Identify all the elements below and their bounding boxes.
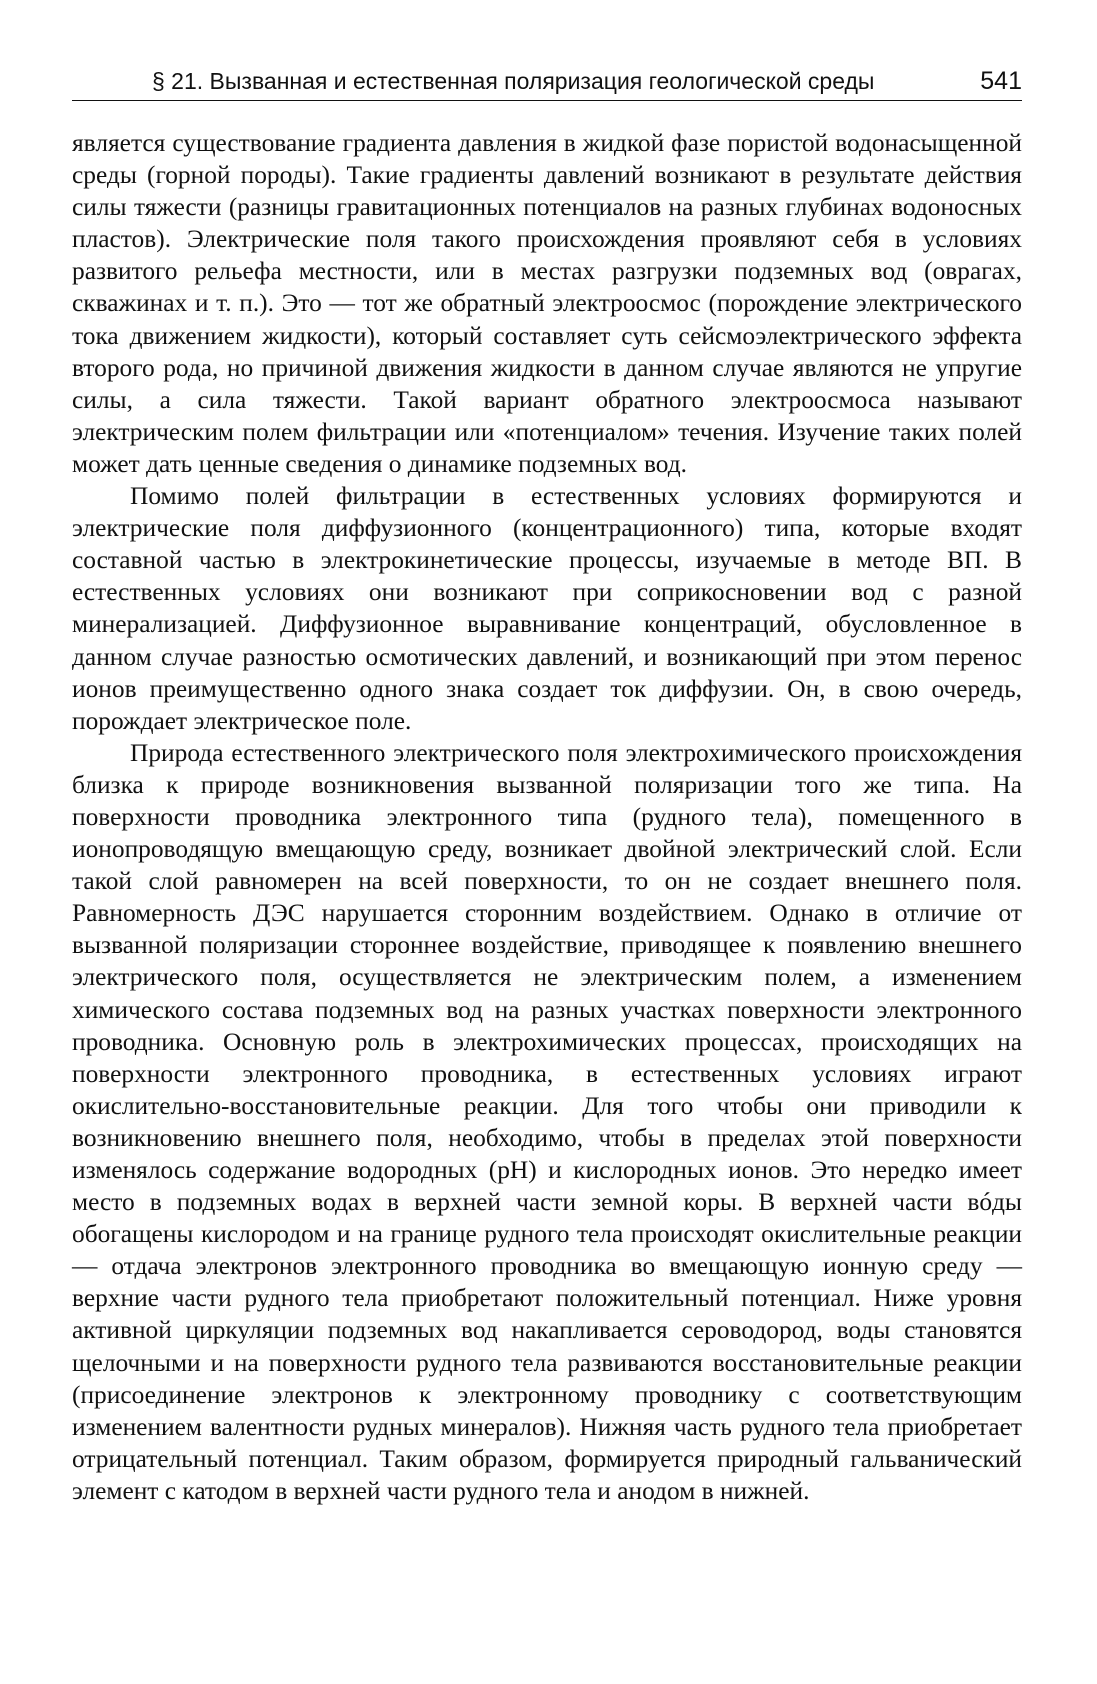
running-header	[72, 60, 1022, 101]
page-number: 541	[980, 67, 1022, 95]
book-page	[72, 60, 1022, 1507]
paragraph-continuation: является существование градиента давления в жидкой фазе пористой водонасыщенной среды (горной породы). Такие градиенты давлений возникают в результате действия силы тяжести (разницы гравитационных потенциалов на разных глубинах водоносных пластов). Электрические поля такого происхождения проявляют себя в условиях развитого рельефа местности, или в местах разгрузки подземных вод (оврагах, скважинах и т. п.). Это — тот же обратный электроосмос (порождение электрического тока движением жидкости), который составляет суть сейсмоэлектрического эффекта второго рода, но причиной движения жидкости в данном случае являются не упругие силы, а сила тяжести. Такой вариант обратного электроосмоса называют электрическим полем фильтрации или «потенциалом» течения. Изучение таких полей может дать ценные сведения о динамике подземных вод.	[72, 129, 1022, 478]
paragraph-diffusion-fields: Помимо полей фильтрации в естественных условиях формируются и электрические поля диффузионного (концентрационного) типа, которые входят составной частью в электрокинетические процессы, изучаемые в методе ВП. В естественных условиях они возникают при соприкосновении вод с разной минерализацией. Диффузионное выравнивание концентраций, обусловленное в данном случае разностью осмотических давлений, и возникающий при этом перенос ионов преимущественно одного знака создает ток диффузии. Он, в свою очередь, порождает электрическое поле.	[72, 482, 1022, 735]
paragraph-electrochemical-field: Природа естественного электрического поля электрохимического происхождения близка к природе возникновения вызванной поляризации того же типа. На поверхности проводника электронного типа (рудного тела), помещенного в ионопроводящую вмещающую среду, возникает двойной электрический слой. Если такой слой равномерен на всей поверхности, то он не создает внешнего поля. Равномерность ДЭС нарушается сторонним воздействием. Однако в отличие от вызванной поляризации стороннее воздействие, приводящее к появлению внешнего электрического поля, осуществляется не электрическим полем, а изменением химического состава подземных вод на разных участках поверхности электронного проводника. Основную роль в электрохимических процессах, происходящих на поверхности электронного проводника, в естественных условиях играют окислительно-восстановительные реакции. Для того чтобы они приводили к возникновению внешнего поля, необходимо, чтобы в пределах этой поверхности изменялось содержание водородных (pH) и кислородных ионов. Это нередко имеет место в подземных водах в верхней части земной коры. В верхней части вóды обогащены кислородом и на границе рудного тела происходят окислительные реакции — отдача электронов электронного проводника во вмещающую ионную среду — верхние части рудного тела приобретают положительный потенциал. Ниже уровня активной циркуляции подземных вод накапливается сероводород, воды становятся щелочными и на поверхности рудного тела развиваются восстановительные реакции (присоединение электронов к электронному проводнику с соответствующим изменением валентности рудных минералов). Нижняя часть рудного тела приобретает отрицательный потенциал. Таким образом, формируется природный гальванический элемент с катодом в верхней части рудного тела и анодом в нижней.	[72, 738, 1022, 1505]
body-text	[72, 127, 1022, 1507]
section-title: § 21. Вызванная и естественная поляризация геологической среды	[152, 68, 875, 94]
